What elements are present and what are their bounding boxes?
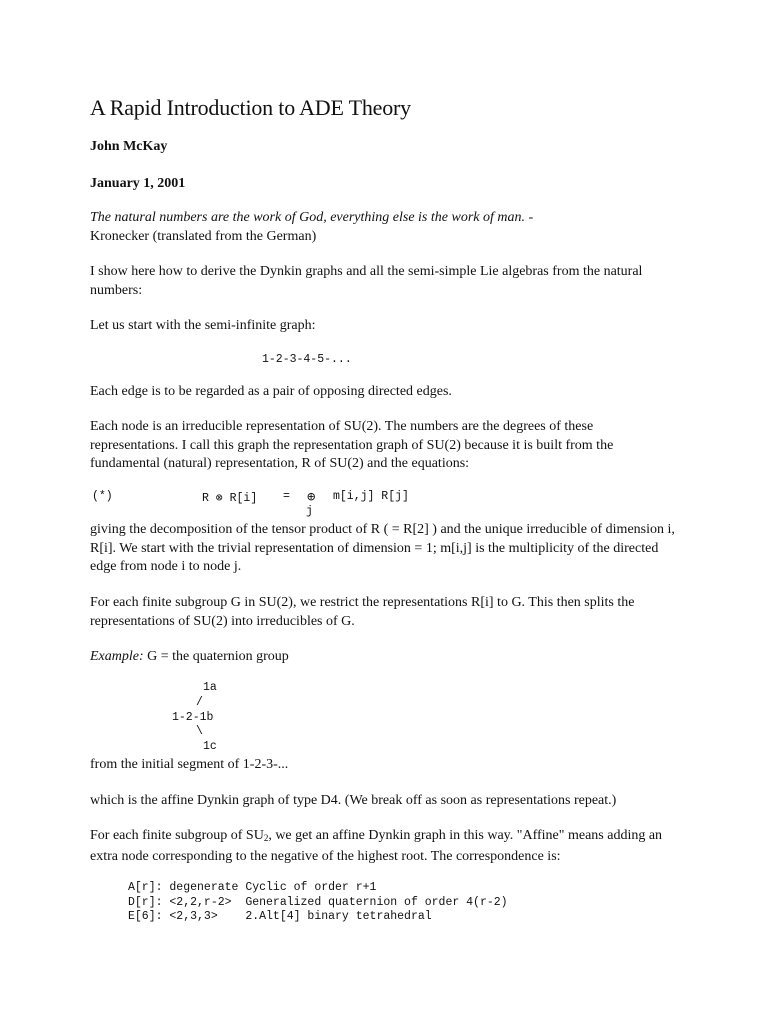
date: January 1, 2001 — [90, 176, 186, 191]
correspondence-line: A[r]: degenerate Cyclic of order r+1 — [128, 881, 377, 894]
author: John McKay — [90, 139, 168, 154]
affine-d4-diagram — [90, 680, 390, 760]
edge-upper: / — [196, 696, 203, 709]
quote-attribution: Kronecker (translated from the German) — [90, 228, 317, 244]
affine-note-subscript: 2 — [263, 833, 269, 843]
paragraph-decomposition: giving the decomposition of the tensor product of R ( = R[2] ) and the unique irreducible of dimension i, R[i]. We start with the trivial representation of dimension = 1; m[i,j] is the multiplicity of the directed edge from node i to node j. — [90, 522, 675, 575]
edge-lower: \ — [196, 725, 203, 738]
sum-index: j — [306, 505, 313, 518]
example-text: G = the quaternion group — [143, 649, 289, 664]
paragraph-edges: Each edge is to be regarded as a pair of opposing directed edges. — [90, 384, 452, 399]
quote-text: The natural numbers are the work of God, everything else is the work of man. - — [90, 210, 534, 225]
document-title: A Rapid Introduction to ADE Theory — [90, 95, 411, 120]
correspondence-list — [128, 881, 508, 925]
node-1c: 1c — [203, 740, 217, 753]
correspondence-line: E[6]: <2,3,3> 2.Alt[4] binary tetrahedral — [128, 910, 432, 923]
epigraph — [90, 209, 680, 246]
example-line — [90, 648, 680, 667]
equation-label: (*) — [92, 490, 113, 503]
affine-note-suffix: , we get an affine Dynkin graph in this way. "Affine" means adding an extra node corresponding to the negative of the highest root. The correspondence is: — [90, 828, 663, 864]
tensor-equation — [90, 490, 690, 520]
equation-equals: = — [283, 490, 290, 503]
paragraph-intro: I show here how to derive the Dynkin graphs and all the semi-simple Lie algebras from the natural numbers: — [90, 264, 643, 298]
node-chain-1-2-1b: 1-2-1b — [172, 711, 214, 724]
paragraph-affine-d4: which is the affine Dynkin graph of type D4. (We break off as soon as representations repeat.) — [90, 793, 617, 808]
paragraph-nodes: Each node is an irreducible representation of SU(2). The numbers are the degrees of these representations. I call this graph the representation graph of SU(2) because it is built from the fundamental (natural) representation, R of SU(2) and the equations: — [90, 419, 614, 472]
equation-rhs: m[i,j] R[j] — [333, 490, 409, 503]
equation-lhs: R ⊗ R[i] — [202, 492, 258, 505]
correspondence-line: D[r]: <2,2,r-2> Generalized quaternion of order 4(r-2) — [128, 895, 508, 909]
direct-sum-symbol: ⊕ — [307, 490, 316, 506]
paragraph-start: Let us start with the semi-infinite graph: — [90, 318, 316, 333]
paragraph-segment: from the initial segment of 1-2-3-... — [90, 757, 289, 772]
node-1a: 1a — [203, 681, 217, 694]
affine-note-prefix: For each finite subgroup of SU — [90, 828, 264, 843]
paragraph-affine-note — [90, 827, 680, 866]
example-label: Example: — [90, 649, 144, 664]
paragraph-subgroup: For each finite subgroup G in SU(2), we restrict the representations R[i] to G. This then splits the representations of SU(2) into irreducibles of G. — [90, 595, 635, 629]
semi-infinite-graph: 1-2-3-4-5-... — [262, 353, 352, 366]
